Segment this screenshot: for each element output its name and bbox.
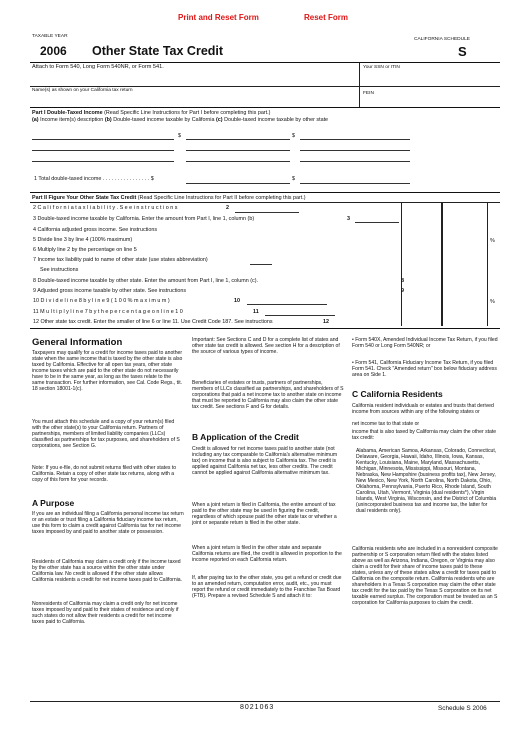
line6-label: 6 Multiply line 2 by the percentage on line 5 [33,247,137,253]
fein-input[interactable] [382,92,497,104]
line5-label: 5 Divide line 3 by line 4 (100% maximum) [33,237,133,243]
part1-rule [30,107,500,108]
col-c-label: Double-taxed income taxable by other state [224,117,329,123]
mid-para-6: If, after paying tax to the other state, you get a refund or credit due to an amended return, computation error, audit, etc., you must report the refund or credit immediately to the Franchise Tax Board (FTB). Prepare a revised Schedule S and attach it to: [192,575,342,600]
item-b-2[interactable] [186,150,290,151]
item-desc-2[interactable] [32,150,174,151]
line5-percent: % [490,238,495,244]
reset-form-button[interactable]: Reset Form [304,13,349,22]
print-and-reset-button[interactable]: Print and Reset Form [178,13,259,22]
amount-column-right [441,202,488,326]
line10-label: 10 D i v i d e l i n e 8 b y l i n e 9 ( 1 0 0 % m a x i m u m ) [33,298,170,304]
line7-see-instructions: See instructions [40,267,79,273]
tax-year: 2006 [40,44,67,58]
line10-input[interactable] [247,304,327,305]
part2-title: Figure Your Other State Tax Credit [48,195,137,201]
part1-title: Double-Taxed Income [46,110,103,116]
mid-para-4: When a joint return is filed in California, the entire amount of tax paid to the other state may be used in figuring the credit, regardless of which spouse paid the other state tax or whether a joint or separate return is filed in the other state. [192,502,337,527]
item-c-3[interactable] [300,161,410,162]
right-para-2: net income tax to that state or [352,421,420,427]
line4-label: 4 California adjusted gross income. See instructions [33,227,158,233]
line11-num: 11 [253,309,259,315]
line9-label: 9 Adjusted gross income taxable by other state. See instructions [33,288,187,294]
form-code: 8021063 [240,704,275,711]
part1-label: Part I [32,110,46,116]
attach-area [32,74,354,84]
col-b-label: Double-taxed income taxable by California [113,117,215,123]
part1-note: (Read Specific Line Instructions for Part I before completing this part.) [104,110,271,116]
residents-title: C California Residents [352,389,443,399]
line2-num: 2 [226,205,229,211]
right-para-3: income that is also taxed by California may claim the other state tax credit: [352,429,497,442]
line1-label: 1 Total double-taxed income . . . . . . . . . . . . . . . . $ [34,176,154,182]
col-b-marker: (b) [104,117,112,123]
gi-para-6: Nonresidents of California may claim a credit only for net income taxes imposed by and paid to their states of residence and only if such states do not allow their residents a credit for net income taxes paid to California. [32,601,179,626]
amount-column-left [401,202,443,326]
line11-label: 11 M u l t i p l y l i n e 7 b y t h e p e r c e n t a g e o n l i n e 1 0 [33,309,183,315]
dollar-line1-c: $ [292,176,295,182]
line10-percent: % [490,299,495,305]
name-label: Name(s) as shown on your California tax return [32,88,133,93]
gi-para-1: Taxpayers may qualify for a credit for income taxes paid to another state when the same income that is taxed by the other state is also taxed by California. Effective for all open tax years, other state income taxes which are paid to the other state do not necessarily have to be in the same year, as long as the taxes relate to the same transaction. For further information, see Cal. Code Regs., tit. 18 section 18001-1(c). [32,350,183,393]
gi-para-2: You must attach this schedule and a copy of your return(s) filed with the other state(s) to your California return. Partners of partnerships, members of limited liability companies (LLCs) classified as partnerships for tax purposes, and shareholders of S corporations, see Section G. [32,419,180,450]
right-bullet-1: • Form 540X, Amended Individual Income Tax Return, if you filed Form 540 or Long Form 540NR; or [352,337,498,350]
line12-label: 12 Other state tax credit. Enter the smaller of line 6 or line 11. Use Credit Code 187. See instructions [33,319,273,325]
name-rule [30,86,500,87]
line10-num: 10 [234,298,240,304]
part2-heading [32,195,306,201]
mid-para-2: Beneficiaries of estates or trusts, partners of partnerships, members of LLCs classified as partnerships, and shareholders of S corporations that paid a net income tax to another state on income that must be reported to California may also claim the other state tax credit. See sections F and G for details. [192,380,344,411]
states-list: Alabama, American Samoa, Arkansas, Colorado, Connecticut, Delaware, Georgia, Hawaii, Idaho, Illinois, Iowa, Kansas, Kentucky, Louisiana, Maine, Maryland, Massachusetts, Michigan, Minnesota, Mississippi, Missouri, Montana, Nebraska, New Hampshire (business profits tax), New Jersey, New Mexico, New York, North Carolina, North Dakota, Ohio, Oklahoma, Pennsylvania, Puerto Rico, Rhode Island, South Carolina, Utah, Vermont, Virginia (dual residents*), Virgin Islands, West Virginia, Wisconsin, and the District of Columbia (unincorporated business tax and income tax, the latter for dual residents only). [356,448,497,515]
dollar-c-1: $ [292,133,295,139]
name-input[interactable] [32,95,354,106]
mid-para-5: When a joint return is filed in the other state and separate California returns are filed, the credit is allowed in proportion to the income reported on each California return. [192,545,342,564]
header-rule [30,62,500,63]
schedule-letter: S [458,44,467,59]
footer-schedule: Schedule S 2006 [438,705,487,712]
taxable-year-label: TAXABLE YEAR [32,34,68,39]
line2-label: 2 C a l i f o r n i a t a x l i a b i l i t y . S e e i n s t r u c t i o n s [33,205,178,211]
line7-label: 7 Income tax liability paid to name of other state (use states abbreviation) [33,257,208,263]
part2-rule [30,192,500,193]
line8-label: 8 Double-taxed income taxable by other state. Enter the amount from Part I, line 1, column (c). [33,278,259,284]
purpose-title: A Purpose [32,498,75,508]
general-info-title: General Information [32,337,123,348]
mid-para-3: Credit is allowed for net income taxes paid to another state (not including any tax comparable to California's alternative minimum tax) on income that is also subject to California tax. The credit is applied against California net tax, less other credits. The credit cannot be applied against California alternative minimum tax. [192,446,338,477]
ssn-input[interactable] [362,72,497,84]
col-a-marker: (a) [32,117,39,123]
schedule-label: CALIFORNIA SCHEDULE [414,37,470,42]
right-para-1: California resident individuals or estates and trusts that derived income from sources within any of the following states or [352,403,494,416]
mid-para-1: Important: See Sections C and D for a complete list of states and other state tax credit is allowed. See section H for a description of the source of various types of income. [192,337,340,356]
line12-num: 12 [323,319,329,325]
col-a-label: Income item(s) description [40,117,104,123]
line2-input[interactable] [235,212,299,213]
gi-para-5: Residents of California may claim a credit only if the income taxed by the other state has a source within the other state under California law. No credit is allowed if the other state allows California residents a credit for net income taxes paid to California. [32,559,183,584]
part2-note: (Read Specific Line Instructions for Part II before completing this part.) [137,195,306,201]
gi-para-4: If you are an individual filing a California personal income tax return or an estate or trust filing a California fiduciary income tax return, use this form to claim a credit against California tax for net income taxes imposed by and paid to another state or possession. [32,511,184,536]
gi-para-3: Note: If you e-file, do not submit returns filed with other states to California. Retain a copy of other state tax returns, along with a copy of this form for your records. [32,465,177,484]
ssn-label: Your SSN or ITIN [363,65,400,70]
right-bullet-2: • Form 541, California Fiduciary Income Tax Return, if you filed Form 541. Check "Amended return" box below fiduciary address area on Side 1. [352,360,497,379]
line3-num: 3 [347,216,350,222]
right-para-4: California residents who are included in a nonresident composite partnership or S corporation return filed with the states listed above as well as Arizona, Indiana, Oregon, or Virginia may also claim a credit for their share of income taxes paid to these states, unless any of these states allow a credit for taxes paid to California on the composite return. California residents who are shareholders in a Texas S corporation may claim the other state tax credit for the tax paid by the Texas S corporation on its net taxable earned surplus. The corporation must be treated as an S corporation for California purposes to claim the credit. [352,546,498,607]
item-c-2[interactable] [300,150,410,151]
line11-input[interactable] [265,315,335,316]
line3-input[interactable] [355,222,399,223]
line1-b[interactable] [186,183,290,184]
item-desc-3[interactable] [32,161,174,162]
item-desc-1[interactable] [32,139,174,140]
attach-instructions: Attach to Form 540, Long Form 540NR, or Form 541. [32,64,164,70]
form-title: Other State Tax Credit [92,44,224,58]
ssn-divider [359,63,360,107]
fein-label: FEIN [363,91,374,96]
line3-label: 3 Double-taxed income taxable by California. Enter the amount from Part I, line 1, column (b) [33,216,255,222]
item-c-1[interactable] [300,139,410,140]
item-b-3[interactable] [186,161,290,162]
dollar-b-1: $ [178,133,181,139]
footer-rule [30,701,500,702]
line1-c[interactable] [300,183,410,184]
part1-columns [32,117,328,123]
line8-num: 8 [401,278,404,284]
line9-num: 9 [401,288,404,294]
part1-heading [32,110,270,116]
part2-label: Part II [32,195,47,201]
state-abbrev-input[interactable] [250,264,272,265]
item-b-1[interactable] [186,139,290,140]
application-title: B Application of the Credit [192,432,299,442]
part2-bottom-rule [30,328,500,329]
col-c-marker: (c) [215,117,223,123]
